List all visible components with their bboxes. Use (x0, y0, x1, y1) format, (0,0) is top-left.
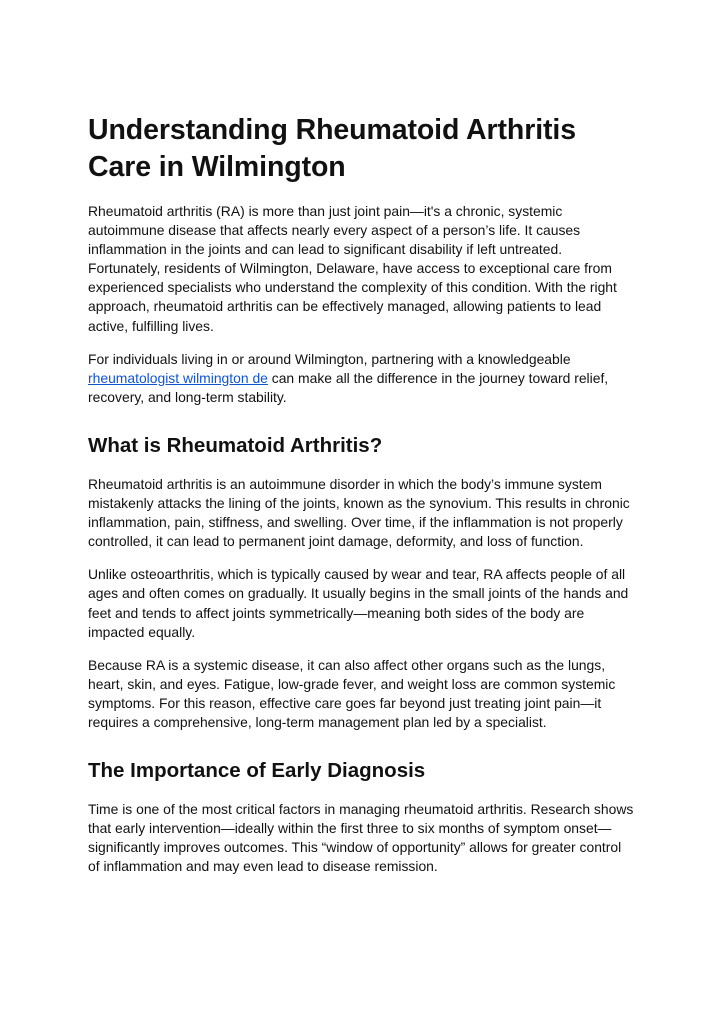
intro-paragraph-2-text-before: For individuals living in or around Wilmington, partnering with a knowledgeable (88, 350, 571, 367)
section2-paragraph-1: Time is one of the most critical factors in managing rheumatoid arthritis. Research shows that early intervention—ideally within the first three to six months of symptom onset—significantly improves outcomes. This “window of opportunity” allows for greater control of inflammation and may even lead to disease remission. (88, 801, 634, 875)
rheumatologist-link[interactable]: rheumatologist wilmington de (88, 369, 268, 386)
page-title: Understanding Rheumatoid Arthritis Care in Wilmington (88, 114, 576, 183)
section1-paragraph-1: Rheumatoid arthritis is an autoimmune disorder in which the body’s immune system mistakenly attacks the lining of the joints, known as the synovium. This results in chronic inflammation, pain, stiffness, and swelling. Over time, if the inflammation is not properly controlled, it can lead to permanent joint damage, deformity, and loss of function. (88, 475, 630, 550)
section1-paragraph-2: Unlike osteoarthritis, which is typically caused by wear and tear, RA affects people of all ages and often comes on gradually. It usually begins in the small joints of the hands and feet and tends to affect joints symmetrically—meaning both sides of the body are impacted equally. (88, 566, 629, 640)
intro-paragraph-2-text-after: can make all the difference in the journey toward relief, recovery, and long-term stability. (88, 369, 609, 405)
intro-paragraph-2 (88, 350, 636, 407)
section-heading-early-diagnosis: The Importance of Early Diagnosis (88, 759, 426, 783)
document-page (88, 112, 636, 890)
section-heading-what-is-ra: What is Rheumatoid Arthritis? (88, 433, 383, 457)
intro-paragraph-1: Rheumatoid arthritis (RA) is more than just joint pain—it's a chronic, systemic autoimmune disease that affects nearly every aspect of a person’s life. It causes inflammation in the joints and can lead to significant disability if left untreated. Fortunately, residents of Wilmington, Delaware, have access to exceptional care from experienced specialists who understand the complexity of this condition. With the right approach, rheumatoid arthritis can be effectively managed, allowing patients to lead active, fulfilling lives. (88, 203, 617, 334)
section1-paragraph-3: Because RA is a systemic disease, it can also affect other organs such as the lungs, heart, skin, and eyes. Fatigue, low-grade fever, and weight loss are common systemic symptoms. For this reason, effective care goes far beyond just treating joint pain—it requires a comprehensive, long-term management plan led by a specialist. (88, 656, 616, 730)
